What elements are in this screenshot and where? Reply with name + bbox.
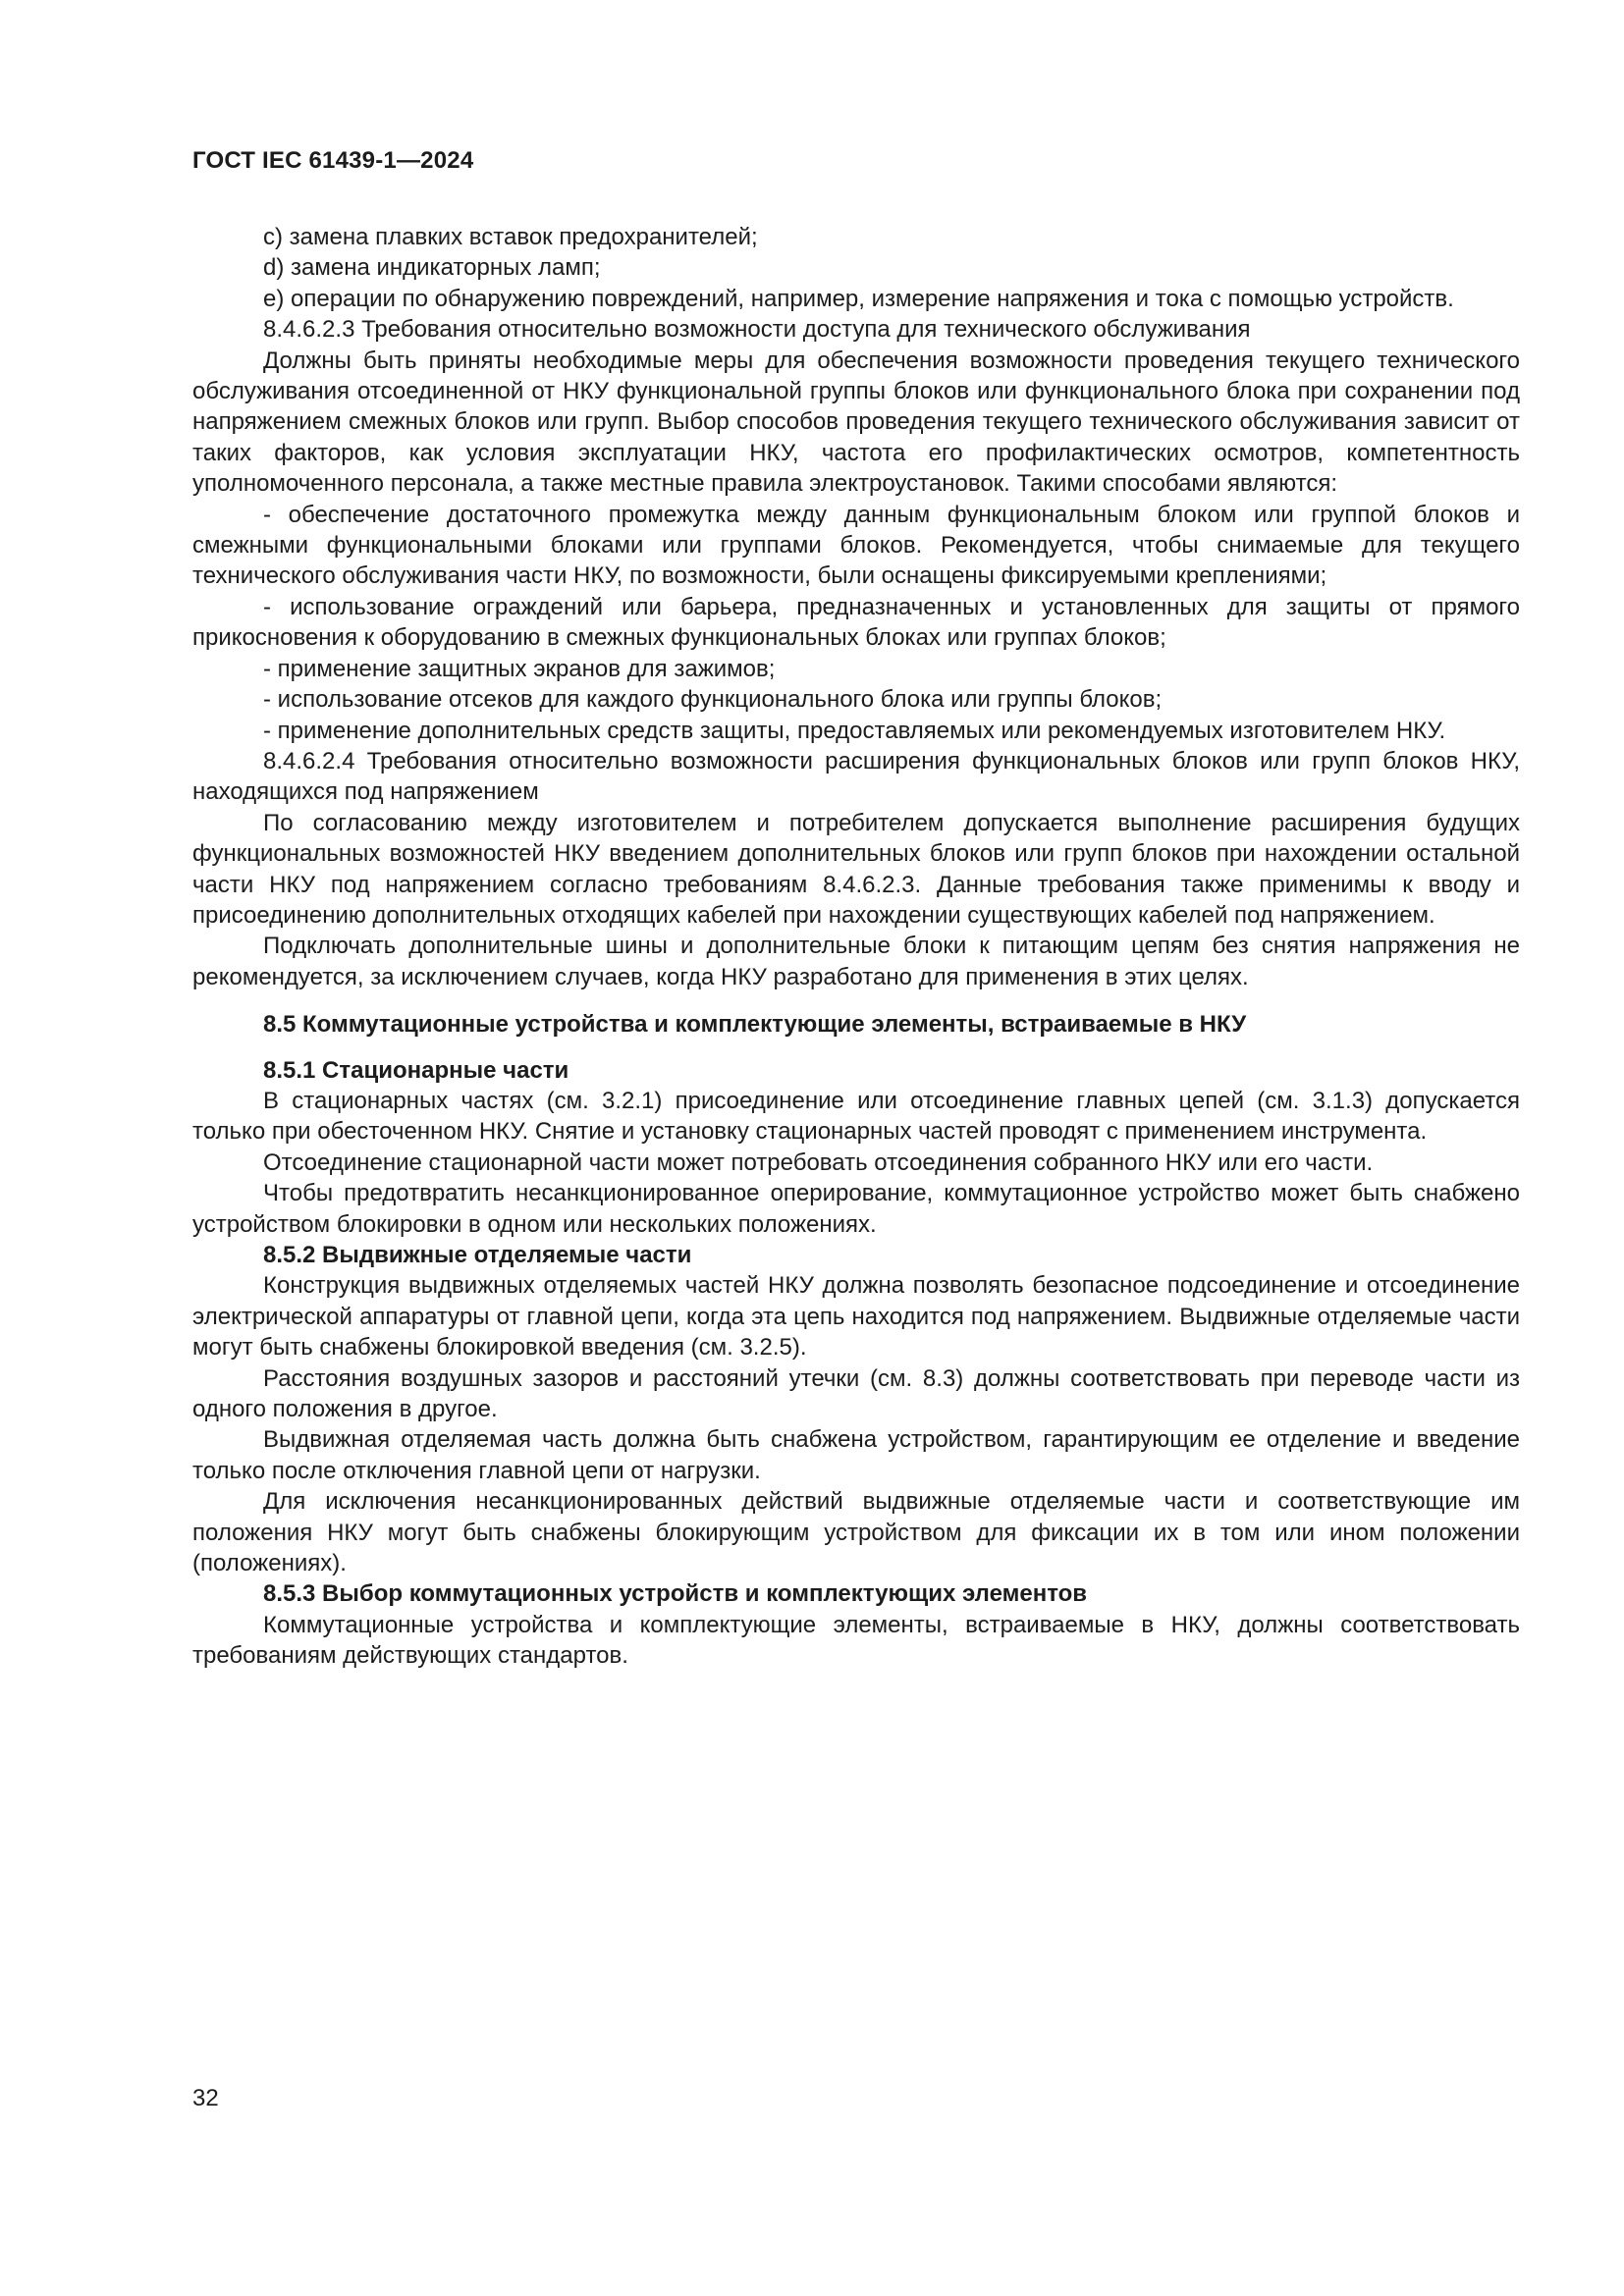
list-item-c: с) замена плавких вставок предохранителей; — [263, 224, 758, 250]
paragraph: Для исключения несанкционированных действий выдвижные отделяемые части и соответствующие им положения НКУ могут быть снабжены блокирующим устройством для фиксации их в том или ином положении (положениях). — [192, 1488, 1520, 1577]
dash-list-item: - обеспечение достаточного промежутка между данным функциональным блоком или группой блоков и смежными функциональными блоками или группами блоков. Рекомендуется, чтобы снимаемые для текущего технического обслуживания части НКУ, по возможности, были оснащены фиксируемыми креплениями; — [192, 501, 1520, 590]
dash-list-item: - использование отсеков для каждого функционального блока или группы блоков; — [263, 686, 1163, 714]
subsection-8-5-3-heading: 8.5.3 Выбор коммутационных устройств и комплектующих элементов — [263, 1580, 1088, 1608]
paragraph: По согласованию между изготовителем и потребителем допускается выполнение расширения будущих функциональных возможностей НКУ введением дополнительных блоков или групп блоков при нахождении остальной части НКУ под напряжением согласно требованиям 8.4.6.2.3. Данные требования также применимы к вводу и присоединению дополнительных отходящих кабелей при нахождении существующих кабелей под напряжением. — [192, 809, 1520, 929]
list-item-d: d) замена индикаторных ламп; — [263, 254, 601, 282]
paragraph: Отсоединение стационарной части может потребовать отсоединения собранного НКУ или его части. — [263, 1148, 1374, 1176]
document-body — [192, 222, 1520, 1672]
clause-8-4-6-2-4-title: 8.4.6.2.4 Требования относительно возможности расширения функциональных блоков или групп блоков НКУ, находящихся под напряжением — [192, 747, 1520, 806]
paragraph: Конструкция выдвижных отделяемых частей НКУ должна позволять безопасное подсоединение и отсоединение электрической аппаратуры от главной цепи, когда эта цепь находится под напряжением. Выдвижные отделяемые части могут быть снабжены блокировкой введения (см. 3.2.5). — [192, 1272, 1520, 1362]
paragraph: В стационарных частях (см. 3.2.1) присоединение или отсоединение главных цепей (см. 3.1.3) допускается только при обесточенном НКУ. Снятие и установку стационарных частей проводят с применением инструмента. — [192, 1087, 1520, 1146]
paragraph: Выдвижная отделяемая часть должна быть снабжена устройством, гарантирующим ее отделение и введение только после отключения главной цепи от нагрузки. — [192, 1426, 1520, 1484]
list-item-e: е) операции по обнаружению повреждений, например, измерение напряжения и тока с помощью устройств. — [263, 285, 1454, 312]
paragraph: Чтобы предотвратить несанкционированное оперирование, коммутационное устройство может быть снабжено устройством блокировки в одном или нескольких положениях. — [192, 1180, 1520, 1238]
paragraph: Коммутационные устройства и комплектующие элементы, встраиваемые в НКУ, должны соответствовать требованиям действующих стандартов. — [192, 1611, 1520, 1670]
dash-list-item: - применение дополнительных средств защиты, предоставляемых или рекомендуемых изготовителем НКУ. — [263, 717, 1446, 744]
subsection-8-5-1-heading: 8.5.1 Стационарные части — [263, 1056, 569, 1084]
subsection-8-5-2-heading: 8.5.2 Выдвижные отделяемые части — [263, 1242, 692, 1268]
paragraph: Расстояния воздушных зазоров и расстояний утечки (см. 8.3) должны соответствовать при переводе части из одного положения в другое. — [192, 1364, 1520, 1423]
clause-8-4-6-2-3-title: 8.4.6.2.3 Требования относительно возможности доступа для технического обслуживания — [263, 316, 1251, 344]
paragraph: Должны быть приняты необходимые меры для обеспечения возможности проведения текущего технического обслуживания отсоединенной от НКУ функциональной группы блоков или функционального блока при сохранении под напряжением смежных блоков или групп. Выбор способов проведения текущего технического обслуживания зависит от таких факторов, как условия эксплуатации НКУ, частота его профилактических осмотров, компетентность уполномоченного персонала, а также местные правила электроустановок. Такими способами являются: — [192, 347, 1520, 498]
section-8-5-heading: 8.5 Коммутационные устройства и комплектующие элементы, встраиваемые в НКУ — [263, 1011, 1247, 1039]
document-header: ГОСТ IEC 61439-1—2024 — [192, 147, 474, 174]
dash-list-item: - применение защитных экранов для зажимов; — [263, 655, 776, 682]
paragraph: Подключать дополнительные шины и дополнительные блоки к питающим цепям без снятия напряжения не рекомендуется, за исключением случаев, когда НКУ разработано для применения в этих целях. — [192, 933, 1520, 990]
dash-list-item: - использование ограждений или барьера, предназначенных и установленных для защиты от прямого прикосновения к оборудованию в смежных функциональных блоках или группах блоков; — [192, 593, 1520, 652]
page-number: 32 — [192, 2085, 219, 2111]
